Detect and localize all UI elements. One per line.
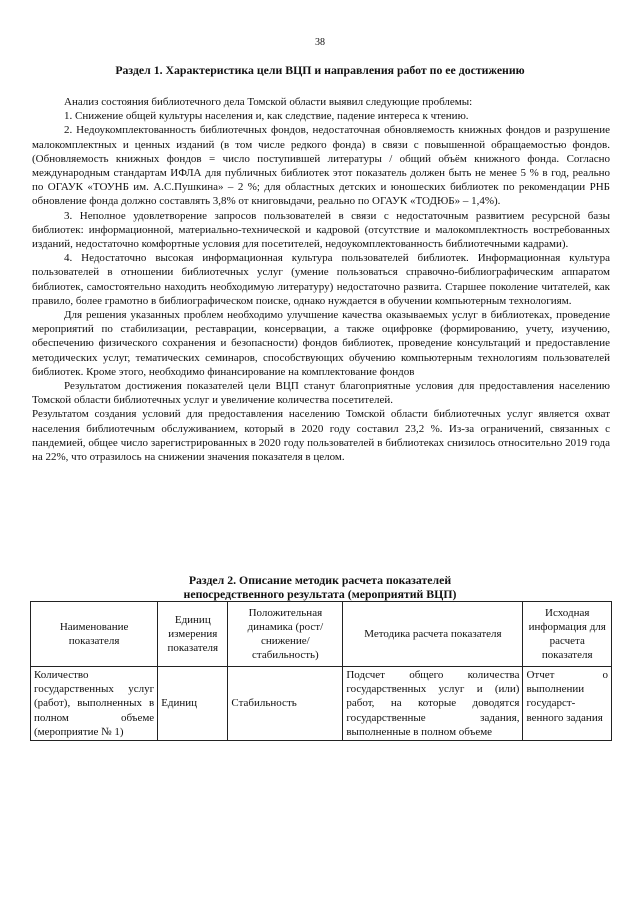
paragraph: Для решения указанных проблем необходимо улучшение качества оказываемых услуг в библиотеках, проведение мероприятий по стабилизации, реставрации, консервации, а также оцифровке (формированию, учету, изучению, обеспечению физического сохранения и безопасности) фондов библиотек, проведение консультаций и предоставление методических услуг, тематических семинаров, способствующих обучению компьютерным технологиям пользователей библиотек. Кроме этого, необходимо финансирование на комплектование фондов [32,309,610,378]
header-indicator-name: Наименование показателя [31,602,158,667]
paragraph: Результатом создания условий для предоставления населению Томской области библиотечных услуг является охват населения библиотечным обслуживанием, который в 2020 году составил 23,2 %. Из-за ограничений, связанных с пандемией, общее число зарегистрированных в 2020 году пользователей в библиотеках снизилось относительно 2019 года на 22%, что отразилось на снижении значения показателя в целом. [32,408,610,464]
cell-indicator-name: Количество государственных услуг (работ), выполненных в полном объеме (мероприятие № 1) [31,667,158,741]
table-row [31,667,612,741]
indicators-table [30,601,612,741]
paragraph: Анализ состояния библиотечного дела Томской области выявил следующие проблемы: [64,96,473,108]
cell-unit: Единиц [158,667,228,741]
header-unit: Единиц измерения показателя [158,602,228,667]
section2-title-line1: Раздел 2. Описание методик расчета показателей [188,573,452,587]
section1-body [32,95,610,464]
section2-title-line2: непосредственного результата (мероприятий ВЦП) [183,587,457,601]
paragraph: Результатом достижения показателей цели ВЦП станут благоприятные условия для предоставления населению Томской области библиотечных услуг и увеличение количества посетителей. [32,380,610,407]
header-method: Методика расчета показателя [343,602,523,667]
table-header-row [31,602,612,667]
header-source: Исходная информация для расчета показателя [523,602,612,667]
cell-source: Отчет о выполнении государст-венного задания [523,667,612,741]
paragraph: 2. Недоукомплектованность библиотечных фондов, недостаточная обновляемость книжных фондов и разрушение малокомплектных и ценных изданий (в том числе редкого фонда) в связи с повышенной обращаемостью фондов. (Обновляемость книжных фондов = число поступившей литературы / общий объём книжного фонда. Согласно международным стандартам ИФЛА для публичных библиотек этот показатель должен быть не менее 5 % в год, реально по ОГАУК «ТОУНБ им. А.С.Пушкина» – 2 %; для областных детских и юношеских библиотек по рекомендации РНБ обновление фонда должно составлять 3,8% от книговыдачи, реально по ОГАУК «ТОДЮБ» – 1,4%). [32,124,610,208]
section1-title: Раздел 1. Характеристика цели ВЦП и направления работ по ее достижению [115,63,525,77]
section2-title [30,573,610,601]
paragraph: 3. Неполное удовлетворение запросов пользователей в связи с недостаточным развитием ресурсной базы библиотек: информационной, материально-технической и кадровой (отсутствие и малокомплектность востребованных изданий, недостаточно комфортные условия для посетителей, недоукомплектованность библиотечными кадрами). [32,209,610,251]
paragraph: 4. Недостаточно высокая информационная культура пользователей библиотек. Информационная культура пользователей в отношении библиотечных услуг (умение пользоваться справочно-библиографическим аппаратом библиотек, самостоятельно находить необходимую литературу) недостаточно развита. Старшее поколение читателей, как правило, более грамотно в библиографическом поиске, однако нуждается в обучении компьютерным технологиям. [32,252,610,307]
cell-dynamics: Стабильность [228,667,343,741]
header-dynamics: Положительная динамика (рост/снижение/ стабильность) [228,602,343,667]
paragraph: 1. Снижение общей культуры населения и, как следствие, падение интереса к чтению. [64,110,469,123]
page-number: 38 [315,37,325,48]
cell-method: Подсчет общего количества государственных услуг и (или) работ, на которые доводятся государственные задания, выполненные в полном объеме [343,667,523,741]
